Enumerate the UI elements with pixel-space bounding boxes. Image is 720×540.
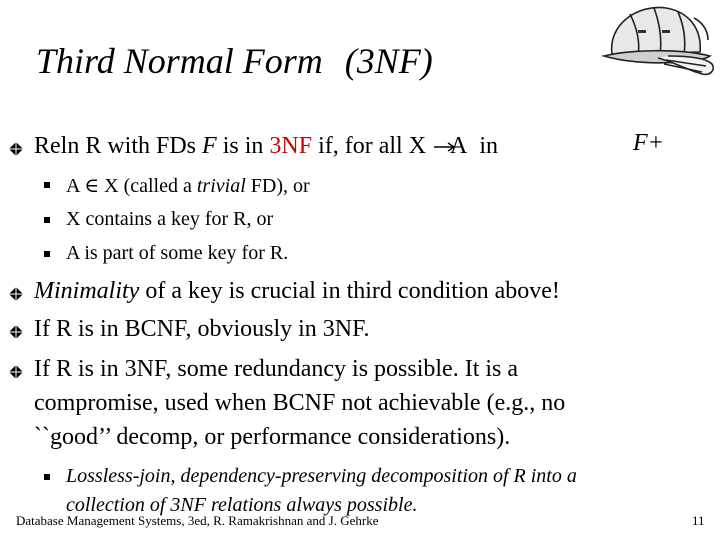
hard-hat-icon	[598, 0, 720, 82]
subbullet2-text: X contains a key for R, or	[66, 208, 274, 230]
f-plus-closure: F+	[633, 130, 664, 156]
bullet1-mid: is in	[216, 133, 270, 159]
subbullet3-text: A is part of some key for R.	[66, 242, 289, 264]
bullet1-in: in	[479, 133, 499, 159]
title-abbrev: (3NF)	[344, 41, 433, 81]
bullet-redundancy-line2: compromise, used when BCNF not achievable (e.g., no	[34, 390, 566, 416]
subbullet1-post: FD), or	[245, 175, 310, 197]
slide-title	[36, 40, 433, 82]
bullet1-A: A	[450, 133, 468, 159]
title-main: Third Normal Form	[36, 41, 323, 81]
subbullet1-em: trivial	[196, 175, 246, 197]
subbullet-final-line2: collection of 3NF relations always possible.	[66, 494, 418, 516]
bullet-bcnf-implies-3nf: If R is in BCNF, obviously in 3NF.	[34, 316, 370, 342]
bullet1-post: if, for all X	[312, 133, 427, 159]
bullet-diamond-icon	[8, 324, 24, 340]
bullet-square-icon	[44, 474, 50, 480]
subbullet1-pre: A ∈ X (called a	[66, 175, 197, 197]
bullet-diamond-icon	[8, 141, 24, 157]
bullet-diamond-icon	[8, 364, 24, 380]
bullet-redundancy-line1: If R is in 3NF, some redundancy is possible. It is a	[34, 356, 519, 382]
bullet1-F: F	[202, 133, 217, 159]
bullet-square-icon	[44, 217, 50, 223]
bullet-redundancy-line3: ``good’’ decomp, or performance considerations).	[34, 424, 511, 450]
bullet1-pre: Reln R with FDs	[34, 133, 203, 159]
bullet1-3nf-term: 3NF	[269, 133, 313, 159]
bullet2-rest: of a key is crucial in third condition above!	[139, 278, 560, 304]
bullet2-em: Minimality	[34, 278, 140, 304]
bullet-diamond-icon	[8, 286, 24, 302]
bullet-square-icon	[44, 251, 50, 257]
page-number: 11	[692, 513, 705, 528]
bullet-3nf-definition	[34, 133, 498, 160]
bullet-square-icon	[44, 182, 50, 188]
subbullet-final-line1: Lossless-join, dependency-preserving decomposition of R into a	[66, 465, 577, 487]
bullet-minimality	[34, 278, 560, 305]
slide-footer: Database Management Systems, 3ed, R. Ramakrishnan and J. Gehrke	[16, 513, 379, 528]
